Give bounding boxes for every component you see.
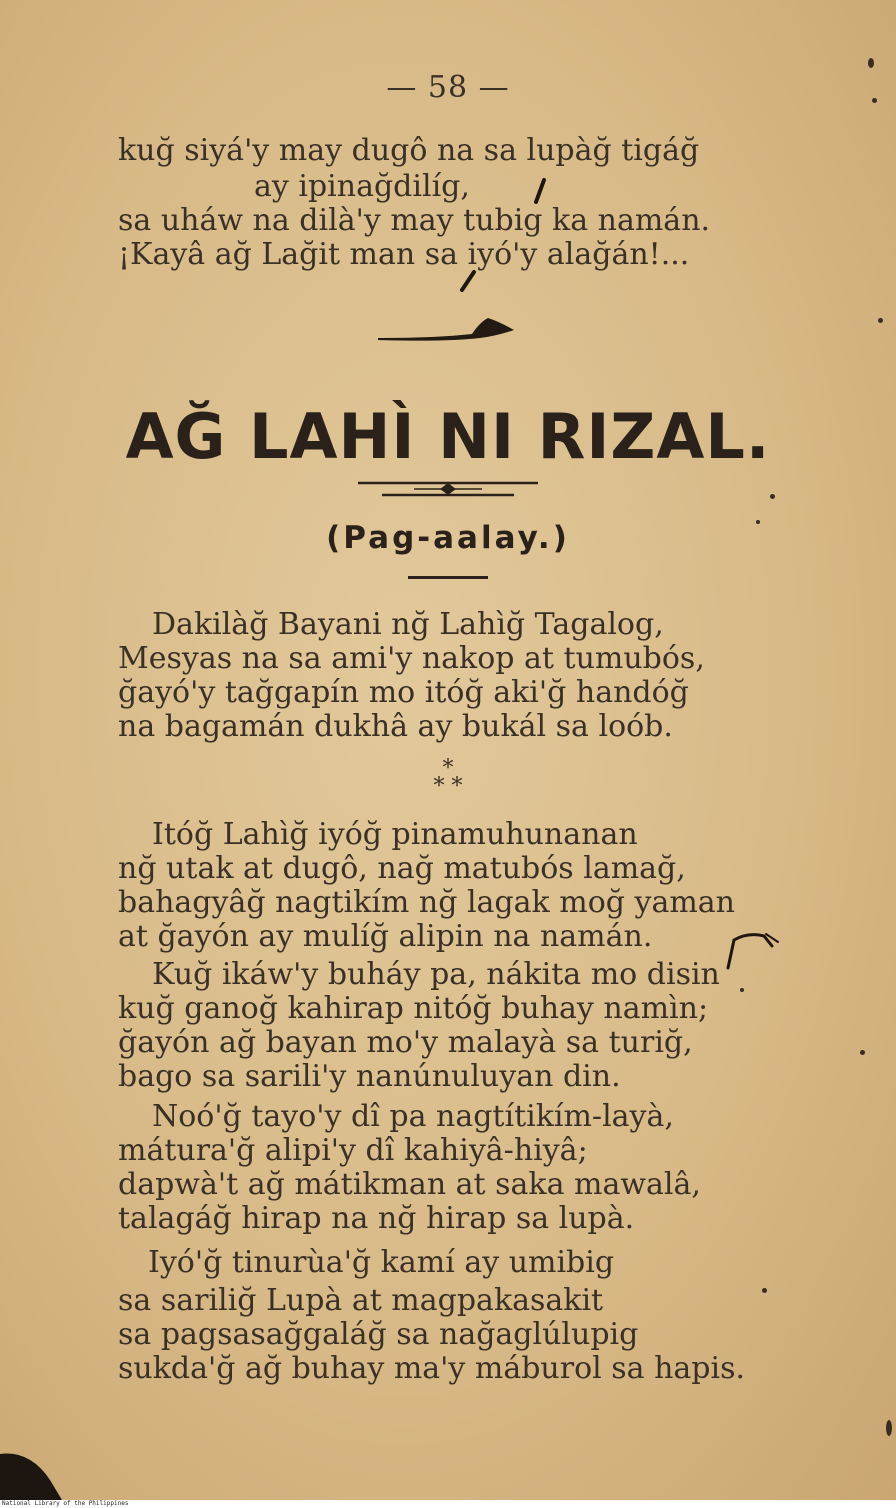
library-credit: National Library of the Philippines: [2, 1500, 129, 1507]
poem-line-14: sa sariliğ Lupà at magpakasakit: [118, 1283, 604, 1318]
poem-line-7: ğayón ağ bayan mo'y malayà sa turiğ,: [118, 1025, 693, 1060]
top-stanza-line-4: ¡Kayâ ağ Lağit man sa iyó'y alağán!...: [118, 237, 690, 272]
poem-line-9: Noó'ğ tayo'y dî pa nagtítikím-layà,: [152, 1099, 674, 1134]
top-stanza-line-1: kuğ siyá'y may dugô na sa lupàğ tigáğ: [118, 133, 700, 168]
poem-title: AĞ LAHÌ NI RIZAL.: [125, 400, 771, 473]
page-number: — 58 —: [386, 70, 510, 105]
top-stanza-line-3: sa uháw na dilà'y may tubig ka namán.: [118, 203, 711, 238]
dedication-line-2: Mesyas na sa ami'y nakop at tumubós,: [118, 641, 705, 676]
poem-line-13: Iyó'ğ tinurùa'ğ kamí ay umibig: [148, 1245, 615, 1280]
footer-strip: [0, 1500, 896, 1508]
poem-line-1: Itóğ Lahìğ iyóğ pinamuhunanan: [152, 817, 638, 852]
poem-line-3: bahagyâğ nagtikím nğ lagak moğ yaman: [118, 885, 735, 920]
poem-line-2: nğ utak at dugô, nağ matubós lamağ,: [118, 851, 686, 886]
speck: [762, 1288, 767, 1293]
poem-line-5: Kuğ ikáw'y buháy pa, nákita mo disin: [152, 957, 720, 992]
page-corner-shadow: [0, 1440, 70, 1500]
speck: [740, 988, 744, 992]
speck: [872, 98, 877, 103]
speck: [860, 1050, 865, 1055]
poem-subtitle: (Pag-aalay.): [326, 520, 570, 556]
poem-line-6: kuğ ganoğ kahirap nitóğ buhay namìn;: [118, 991, 709, 1026]
poem-line-15: sa pagsasağgaláğ sa nağaglúlupig: [118, 1317, 639, 1352]
speck: [878, 318, 883, 323]
dedication-line-1: Dakilàğ Bayani nğ Lahìğ Tagalog,: [152, 607, 664, 642]
top-stanza-line-2: ay ipinağdilíg,: [254, 169, 470, 204]
flourish-ornament: [376, 308, 516, 348]
speck: [756, 520, 760, 524]
asterism: [0, 756, 896, 799]
dedication-line-4: na bagamán dukhâ ay bukál sa loób.: [118, 709, 673, 744]
pen-mark-caret: [458, 270, 478, 292]
poem-line-4: at ğayón ay mulíğ alipin na namán.: [118, 919, 653, 954]
dedication-line-3: ğayó'y tağgapín mo itóğ aki'ğ handóğ: [118, 675, 689, 710]
speck: [886, 1420, 892, 1436]
asterism-top: *: [442, 756, 454, 781]
pen-mark-slash: [532, 178, 548, 204]
pen-mark-check: [722, 924, 792, 970]
poem-line-11: dapwà't ağ mátikman at saka mawalâ,: [118, 1167, 701, 1202]
poem-line-12: talagáğ hirap na nğ hirap sa lupà.: [118, 1201, 635, 1236]
poem-line-8: bago sa sarili'y nanúnuluyan din.: [118, 1059, 621, 1094]
speck: [868, 58, 874, 68]
poem-line-16: sukda'ğ ağ buhay ma'y máburol sa hapis.: [118, 1351, 746, 1386]
title-rule-ornament: [354, 478, 542, 500]
speck: [770, 494, 775, 499]
subtitle-rule: [408, 576, 488, 579]
asterism-bottom: * *: [433, 774, 463, 799]
poem-line-10: mátura'ğ alipi'y dî kahiyâ-hiyâ;: [118, 1133, 588, 1168]
